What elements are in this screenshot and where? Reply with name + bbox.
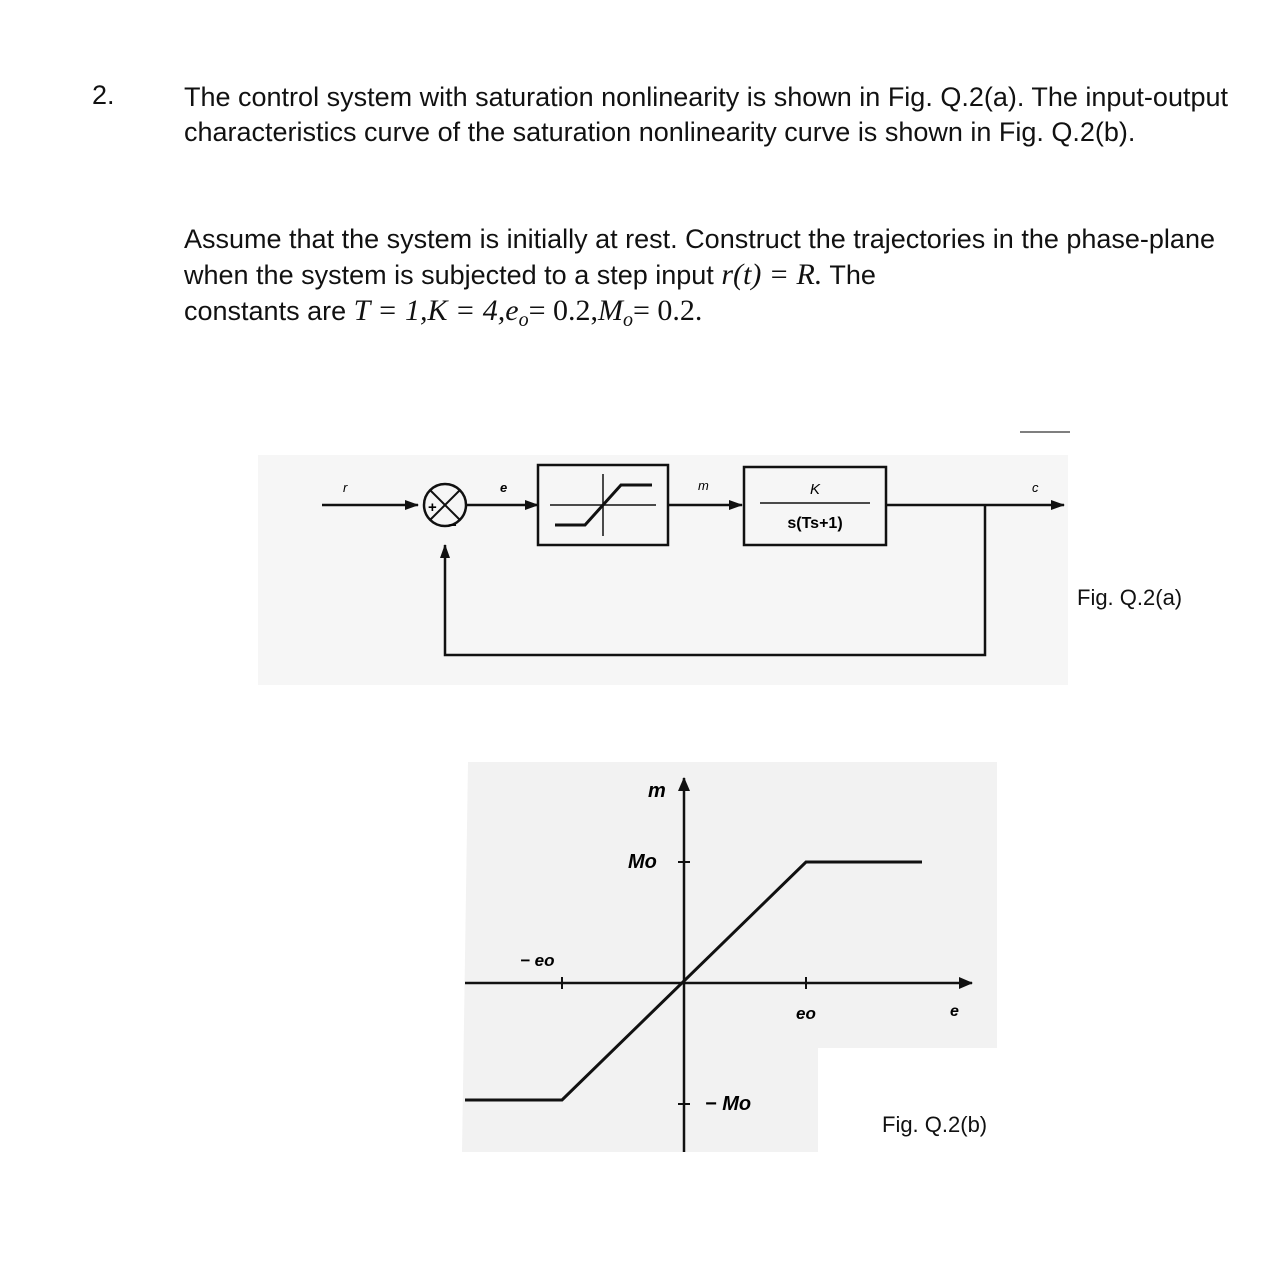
- paragraph-2-the: The: [829, 260, 876, 290]
- label-Mo: Mo: [628, 851, 657, 873]
- plant-numerator: K: [809, 481, 821, 498]
- axis-e-label: e: [950, 1003, 959, 1020]
- axis-m-label: m: [648, 780, 666, 802]
- label-neg-eo: − eo: [520, 951, 555, 970]
- figure-b-caption: Fig. Q.2(b): [882, 1112, 988, 1137]
- sum-minus-sign: −: [448, 517, 457, 534]
- label-neg-Mo: − Mo: [705, 1093, 752, 1115]
- question-number: 2.: [92, 80, 115, 110]
- signal-c-label: c: [1032, 480, 1039, 495]
- question-paragraph-1: The control system with saturation nonlinearity is shown in Fig. Q.2(a). The input-output characteristics curve of the saturation nonlinearity curve is shown in Fig. Q.2(b).: [184, 82, 1228, 147]
- step-input-expression: r(t) = R.: [721, 258, 823, 291]
- constants-label: constants are: [184, 296, 347, 326]
- constant-M-value: = 0.2.: [633, 294, 703, 327]
- constant-e-symbol: e: [505, 294, 519, 327]
- paragraph-2-text: Assume that the system is initially at rest. Construct the trajectories in the phase-plane when the system is subjected to a step input: [184, 224, 1215, 290]
- constant-K: K = 4,: [427, 294, 506, 327]
- constant-e-subscript: o: [518, 309, 529, 331]
- constant-T: T = 1,: [353, 294, 428, 327]
- constant-e-value: = 0.2,: [528, 294, 599, 327]
- constant-M-subscript: o: [623, 309, 634, 331]
- signal-m-label: m: [698, 478, 709, 493]
- constant-M-symbol: M: [598, 294, 624, 327]
- label-eo: eo: [796, 1004, 816, 1023]
- plant-denominator: s(Ts+1): [787, 515, 843, 532]
- signal-e-label: e: [500, 480, 508, 495]
- figure-a-caption: Fig. Q.2(a): [1077, 585, 1183, 610]
- signal-r-label: r: [343, 480, 348, 495]
- sum-plus-sign: +: [428, 499, 437, 516]
